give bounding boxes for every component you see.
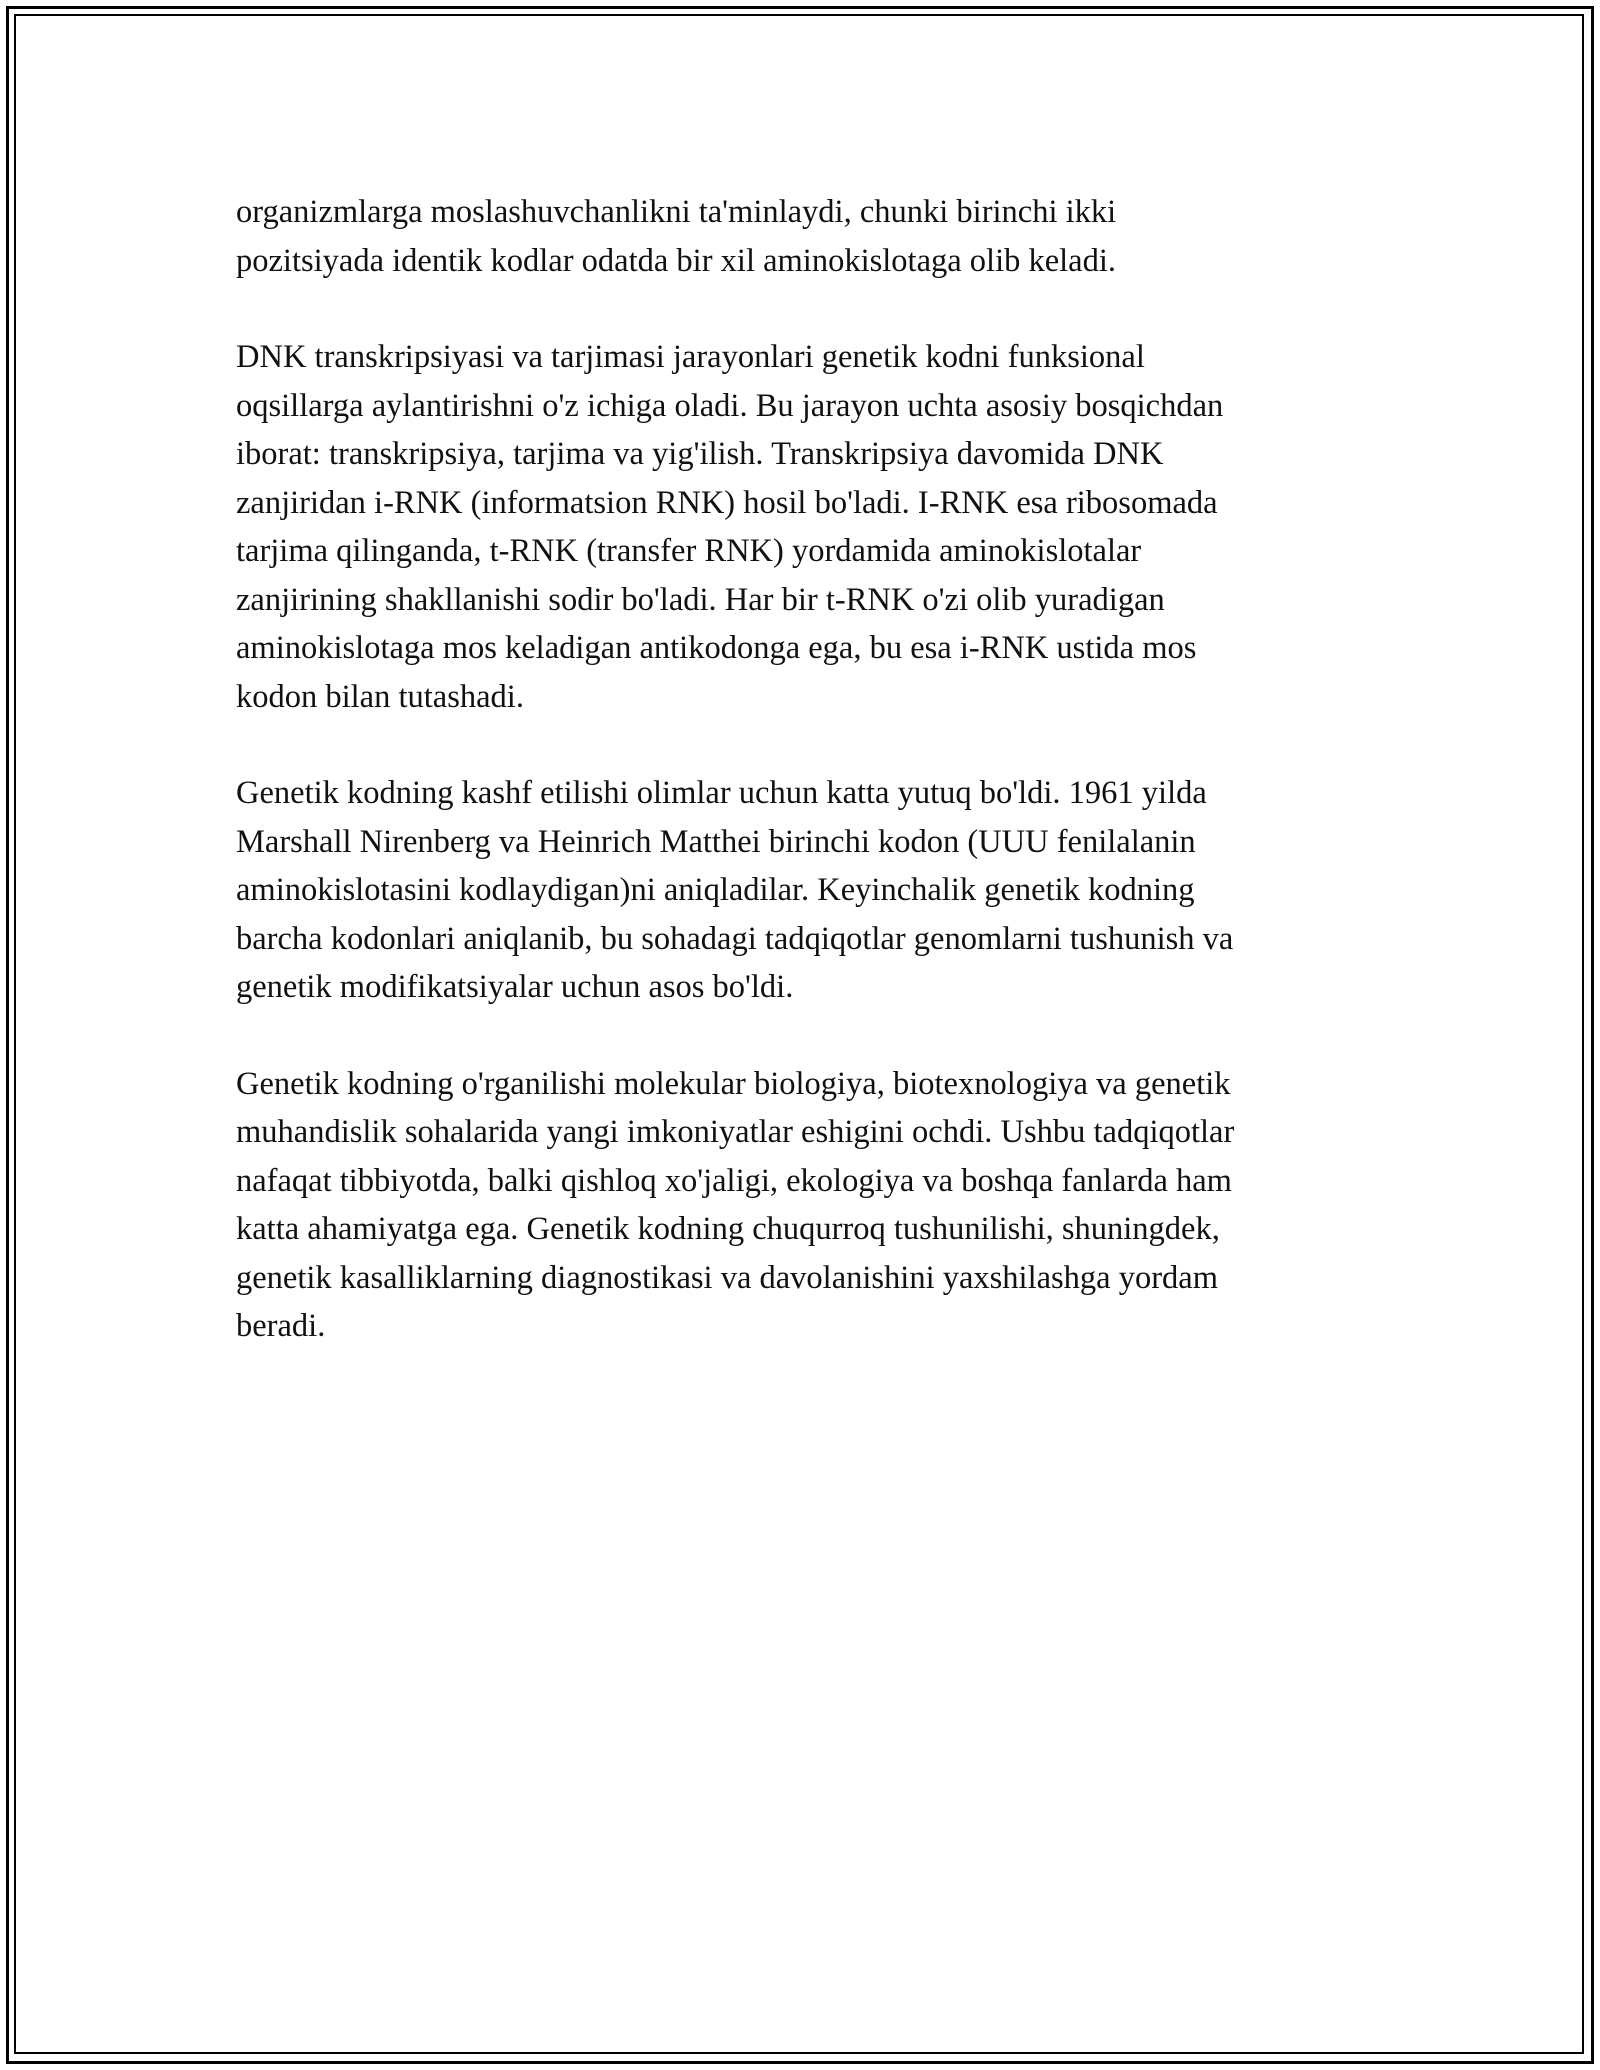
paragraph-transcription-translation: DNK transkripsiyasi va tarjimasi jarayonlari genetik kodni funksional oqsillarga aylantirishni o'z ichiga oladi. Bu jarayon uchta asosiy bosqichdan iborat: transkripsiya, tarjima va yig'ilish. Transkripsiya davomida DNK zanjiridan i-RNK (informatsion RNK) hosil bo'ladi. I-RNK esa ribosomada tarjima qilinganda, t-RNK (transfer RNK) yordamida aminokislotalar zanjirining shakllanishi sodir bo'ladi. Har bir t-RNK o'zi olib yuradigan aminokislotaga mos keladigan antikodonga ega, bu esa i-RNK ustida mos kodon bilan tutashadi. (236, 339, 1224, 715)
paragraph-code-discovery: Genetik kodning kashf etilishi olimlar uchun katta yutuq bo'ldi. 1961 yilda Marshall Nirenberg va Heinrich Matthei birinchi kodon (UUU fenilalanin aminokislotasini kodlaydigan)ni aniqladilar. Keyinchalik genetik kodning barcha kodonlari aniqlanib, bu sohadagi tadqiqotlar genomlarni tushunish va genetik modifikatsiyalar uchun asos bo'ldi. (236, 775, 1234, 1005)
document-body (236, 188, 1386, 1351)
paragraph-codon-flexibility: organizmlarga moslashuvchanlikni ta'minlaydi, chunki birinchi ikki pozitsiyada identik kodlar odatda bir xil aminokislotaga olib keladi. (236, 194, 1117, 279)
paragraph-research-impact: Genetik kodning o'rganilishi molekular biologiya, biotexnologiya va genetik muhandislik sohalarida yangi imkoniyatlar eshigini ochdi. Ushbu tadqiqotlar nafaqat tibbiyotda, balki qishloq xo'jaligi, ekologiya va boshqa fanlarda ham katta ahamiyatga ega. Genetik kodning chuqurroq tushunilishi, shuningdek, genetik kasalliklarning diagnostikasi va davolanishini yaxshilashga yordam beradi. (236, 1065, 1235, 1344)
